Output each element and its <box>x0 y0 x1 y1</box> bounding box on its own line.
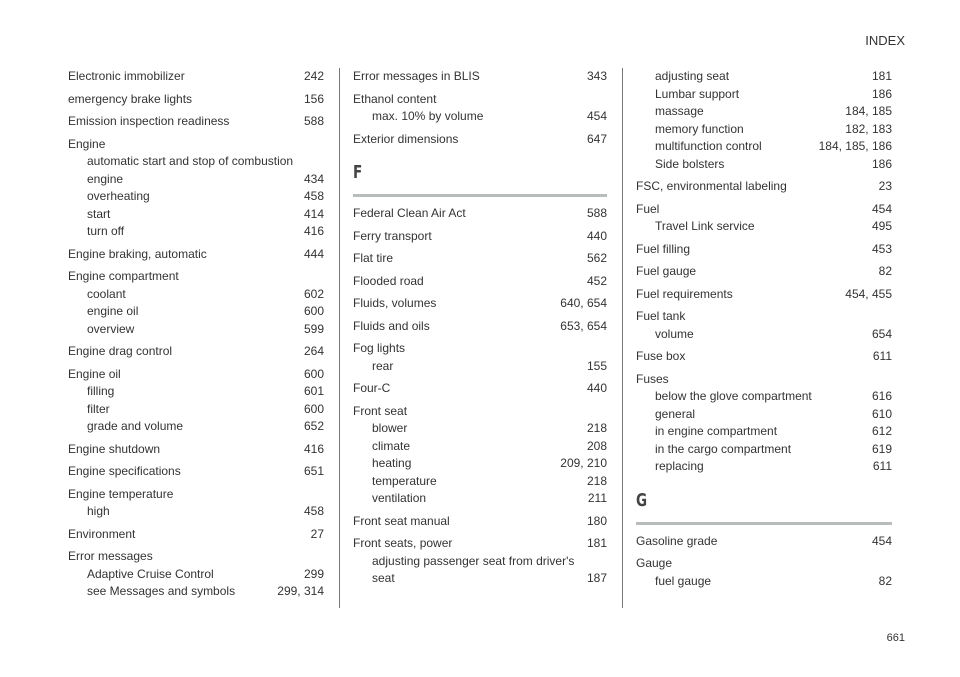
subentry-list <box>636 573 892 591</box>
page-reference[interactable]: 600 <box>303 366 324 381</box>
index-row <box>353 91 607 109</box>
index-entry <box>353 295 607 313</box>
index-row <box>68 548 324 566</box>
page-reference[interactable]: 264 <box>303 344 324 358</box>
index-row <box>636 371 892 389</box>
index-entry <box>68 246 324 264</box>
index-row <box>68 113 324 131</box>
index-entry <box>68 91 324 109</box>
page-reference[interactable]: 180 <box>586 513 607 528</box>
index-row <box>87 383 324 401</box>
index-row <box>372 570 607 588</box>
index-row <box>636 555 892 573</box>
page-reference[interactable]: 242 <box>303 69 324 83</box>
index-row <box>655 138 892 156</box>
page-reference[interactable]: 208 <box>586 438 607 453</box>
index-row <box>68 486 324 504</box>
index-entry <box>353 91 607 126</box>
index-entry <box>636 371 892 476</box>
index-entry <box>68 268 324 338</box>
entry-label: Gauge <box>636 556 673 570</box>
page-reference[interactable]: 440 <box>586 381 607 395</box>
index-row <box>353 535 607 553</box>
index-row <box>353 340 607 358</box>
page-reference[interactable]: 343 <box>586 69 607 83</box>
subentry-label: replacing <box>655 459 704 473</box>
index-row <box>655 573 892 591</box>
subentry-label: automatic start and stop of combustion <box>87 154 294 168</box>
subentry-list <box>353 553 607 588</box>
page-reference[interactable]: 647 <box>586 131 607 146</box>
page-reference[interactable]: 611 <box>872 349 892 363</box>
index-row <box>636 308 892 326</box>
entry-label: Front seat manual <box>353 513 450 528</box>
subentry-label: coolant <box>87 286 126 301</box>
subentry-label: rear <box>372 358 394 373</box>
index-entry <box>68 366 324 436</box>
index-entry <box>636 68 892 173</box>
page-reference[interactable]: 562 <box>586 251 607 265</box>
subentry-label: overheating <box>87 189 150 203</box>
index-row <box>68 68 324 86</box>
index-row <box>353 380 607 398</box>
page-reference[interactable]: 82 <box>878 264 892 278</box>
entry-label: Federal Clean Air Act <box>353 206 466 220</box>
page-reference[interactable]: 453 <box>871 241 892 256</box>
page-reference[interactable]: 184, 185 <box>845 104 892 118</box>
index-row <box>372 358 607 376</box>
page-reference[interactable]: 416 <box>303 224 324 238</box>
index-row <box>636 348 892 366</box>
subentry-list <box>68 286 324 339</box>
subentry-list <box>636 326 892 344</box>
page-reference[interactable]: 82 <box>878 573 892 588</box>
index-row <box>87 401 324 419</box>
entry-label: Front seats, power <box>353 536 453 550</box>
index-entry <box>68 136 324 241</box>
index-row <box>87 286 324 304</box>
subentry-label: climate <box>372 438 411 453</box>
subentry-label: adjusting passenger seat from driver's <box>372 553 575 568</box>
entry-label: FSC, environmental labeling <box>636 179 787 193</box>
entry-label: Engine specifications <box>68 464 181 478</box>
index-row <box>655 423 892 441</box>
index-column-2 <box>353 68 607 593</box>
index-entry <box>68 463 324 481</box>
page-reference[interactable]: 640, 654 <box>560 296 607 310</box>
index-entry <box>68 486 324 521</box>
subentry-list <box>636 388 892 476</box>
entry-label: Environment <box>68 526 136 541</box>
subentry-label: fuel gauge <box>655 573 712 588</box>
entry-label: Engine temperature <box>68 486 174 501</box>
subentry-list <box>636 68 892 173</box>
index-row <box>353 228 607 246</box>
index-row <box>68 366 324 384</box>
index-row <box>655 86 892 104</box>
entry-label: Fuel requirements <box>636 286 733 301</box>
index-row <box>68 268 324 286</box>
page-reference[interactable]: 218 <box>586 473 607 488</box>
index-row <box>68 343 324 361</box>
subentry-label: grade and volume <box>87 419 184 433</box>
index-entry <box>636 555 892 590</box>
index-row <box>87 418 324 436</box>
page-reference[interactable]: 616 <box>871 389 892 403</box>
page-reference[interactable]: 156 <box>303 91 324 106</box>
page-reference[interactable]: 414 <box>303 206 324 221</box>
subentry-label: blower <box>372 421 408 435</box>
index-row <box>353 295 607 313</box>
index-entry <box>68 526 324 544</box>
column-divider <box>339 68 340 608</box>
page-reference[interactable]: 454, 455 <box>845 286 892 301</box>
index-row <box>636 286 892 304</box>
index-row <box>353 318 607 336</box>
page-reference[interactable]: 611 <box>872 459 892 473</box>
subentry-label: adjusting seat <box>655 69 730 83</box>
page-reference[interactable]: 187 <box>586 571 607 585</box>
index-entry <box>353 250 607 268</box>
index-row <box>372 420 607 438</box>
index-entry <box>353 273 607 291</box>
index-header-title: INDEX <box>865 33 905 48</box>
index-entry <box>636 263 892 281</box>
entry-label: Engine <box>68 136 106 151</box>
index-entry <box>636 308 892 343</box>
index-row <box>636 241 892 259</box>
page-reference[interactable]: 612 <box>871 424 892 438</box>
page-reference[interactable]: 458 <box>303 189 324 203</box>
subentry-label: general <box>655 406 696 421</box>
entry-label: Fuel <box>636 201 660 216</box>
page-reference[interactable]: 209, 210 <box>560 456 607 470</box>
index-entry <box>68 548 324 601</box>
page-reference[interactable]: 299, 314 <box>277 584 324 598</box>
subentry-label: max. 10% by volume <box>372 109 484 123</box>
index-entry <box>636 201 892 236</box>
index-row <box>353 403 607 421</box>
index-row <box>655 156 892 174</box>
entry-label: Electronic immobilizer <box>68 69 185 83</box>
subentry-label: Side bolsters <box>655 156 725 171</box>
entry-label: Flat tire <box>353 251 394 265</box>
column-divider <box>622 68 623 608</box>
page-reference[interactable]: 211 <box>587 491 607 505</box>
index-row <box>68 463 324 481</box>
index-entry <box>353 380 607 398</box>
subentry-label: Adaptive Cruise Control <box>87 566 214 581</box>
index-row <box>655 103 892 121</box>
page-reference[interactable]: 452 <box>586 273 607 288</box>
index-row <box>353 273 607 291</box>
page-reference[interactable]: 23 <box>878 179 892 193</box>
letter-section-header <box>636 490 892 525</box>
page-reference[interactable]: 434 <box>303 171 324 186</box>
page-reference[interactable]: 454 <box>871 533 892 548</box>
entry-label: Fog lights <box>353 341 406 355</box>
subentry-list <box>68 153 324 241</box>
entry-label: Engine compartment <box>68 269 179 283</box>
index-entry <box>68 343 324 361</box>
entry-label: Fuel filling <box>636 241 691 256</box>
index-row <box>353 513 607 531</box>
index-entry <box>636 286 892 304</box>
page-reference[interactable]: 444 <box>303 246 324 261</box>
subentry-list <box>68 383 324 436</box>
index-column-1 <box>68 68 324 606</box>
subentry-list <box>353 108 607 126</box>
page-reference[interactable]: 181 <box>586 536 607 550</box>
entry-label: Engine shutdown <box>68 441 161 456</box>
entry-label: Ferry transport <box>353 228 432 243</box>
index-entry <box>353 535 607 588</box>
subentry-label: engine <box>87 171 124 186</box>
section-rule <box>636 522 892 525</box>
subentry-label: start <box>87 206 111 221</box>
section-letter: G <box>636 489 648 511</box>
index-entry <box>636 178 892 196</box>
index-row <box>68 441 324 459</box>
index-entry <box>636 241 892 259</box>
index-row <box>655 326 892 344</box>
section-rule <box>353 194 607 197</box>
index-row <box>87 153 324 171</box>
index-row <box>87 503 324 521</box>
page-reference[interactable]: 181 <box>871 69 892 83</box>
entry-label: Engine drag control <box>68 344 173 358</box>
index-row <box>655 218 892 236</box>
index-row <box>372 553 607 571</box>
page-reference[interactable]: 599 <box>303 321 324 336</box>
subentry-label: filling <box>87 384 115 398</box>
index-row <box>353 250 607 268</box>
page-reference[interactable]: 186 <box>871 156 892 171</box>
entry-label: Front seat <box>353 403 408 418</box>
page-reference[interactable]: 184, 185, 186 <box>818 139 892 153</box>
page-reference[interactable]: 651 <box>303 464 324 478</box>
page-reference[interactable]: 601 <box>303 384 324 398</box>
index-row <box>87 321 324 339</box>
page-reference[interactable]: 652 <box>303 419 324 433</box>
index-row <box>372 455 607 473</box>
entry-label: Engine braking, automatic <box>68 246 207 261</box>
subentry-label: multifunction control <box>655 139 762 153</box>
page-reference[interactable]: 416 <box>303 441 324 456</box>
index-row <box>87 188 324 206</box>
index-entry <box>353 205 607 223</box>
page-reference[interactable]: 27 <box>310 526 324 541</box>
subentry-label: temperature <box>372 473 437 488</box>
page-reference[interactable]: 454 <box>871 201 892 216</box>
index-row <box>655 388 892 406</box>
entry-label: Engine oil <box>68 366 121 381</box>
page-reference[interactable]: 454 <box>586 109 607 123</box>
index-row <box>372 438 607 456</box>
section-letter: F <box>353 162 363 183</box>
subentry-label: massage <box>655 104 704 118</box>
subentry-list <box>68 566 324 601</box>
entry-label: Gasoline grade <box>636 533 718 548</box>
entry-label: Error messages <box>68 549 153 563</box>
index-row <box>372 473 607 491</box>
index-entry <box>68 441 324 459</box>
page-number: 661 <box>886 632 905 644</box>
index-row <box>636 263 892 281</box>
letter-section-header <box>353 162 607 197</box>
entry-label: Exterior dimensions <box>353 131 459 146</box>
subentry-list <box>353 420 607 508</box>
index-row <box>372 490 607 508</box>
index-entry <box>353 228 607 246</box>
index-row <box>87 171 324 189</box>
page-reference[interactable]: 600 <box>303 304 324 318</box>
subentry-label: high <box>87 504 110 518</box>
entry-label: emergency brake lights <box>68 91 193 106</box>
index-row <box>655 441 892 459</box>
index-entry <box>353 513 607 531</box>
subentry-label: Lumbar support <box>655 86 740 101</box>
subentry-label: memory function <box>655 121 744 136</box>
subentry-list <box>68 503 324 521</box>
page-reference[interactable]: 600 <box>303 401 324 416</box>
page-reference[interactable]: 182, 183 <box>845 121 892 136</box>
index-row <box>655 406 892 424</box>
subentry-list <box>353 358 607 376</box>
subentry-label: in the cargo compartment <box>655 441 792 456</box>
index-row <box>87 566 324 584</box>
entry-label: Fuses <box>636 371 669 386</box>
index-entry <box>353 340 607 375</box>
index-row <box>353 131 607 149</box>
page-reference[interactable]: 458 <box>303 504 324 518</box>
index-row <box>353 68 607 86</box>
page-reference[interactable]: 654 <box>871 326 892 341</box>
index-row <box>87 583 324 601</box>
entry-label: Fuel tank <box>636 309 686 323</box>
index-row <box>655 121 892 139</box>
index-row <box>636 533 892 551</box>
index-row <box>655 68 892 86</box>
page-reference[interactable]: 588 <box>303 114 324 128</box>
page-reference[interactable]: 602 <box>303 286 324 301</box>
page-reference[interactable]: 610 <box>871 406 892 421</box>
subentry-label: heating <box>372 456 412 470</box>
index-entry <box>636 533 892 551</box>
index-entry <box>353 403 607 508</box>
entry-label: Flooded road <box>353 273 424 288</box>
index-row <box>353 205 607 223</box>
page-reference[interactable]: 619 <box>871 441 892 456</box>
index-row <box>655 458 892 476</box>
page-reference[interactable]: 440 <box>586 228 607 243</box>
page-reference[interactable]: 653, 654 <box>560 318 607 333</box>
subentry-label: ventilation <box>372 491 427 505</box>
index-row <box>372 108 607 126</box>
subentry-label: in engine compartment <box>655 424 778 438</box>
index-row <box>87 303 324 321</box>
subentry-label: seat <box>372 571 395 585</box>
page-reference[interactable]: 155 <box>586 358 607 373</box>
index-entry <box>353 318 607 336</box>
index-row <box>87 206 324 224</box>
entry-label: Ethanol content <box>353 91 437 106</box>
entry-label: Four-C <box>353 381 391 395</box>
index-entry <box>353 131 607 149</box>
entry-label: Emission inspection readiness <box>68 114 230 128</box>
index-column-3 <box>636 68 892 595</box>
subentry-label: below the glove compartment <box>655 389 812 403</box>
index-row <box>68 526 324 544</box>
subentry-label: see Messages and symbols <box>87 584 236 598</box>
index-entry <box>68 68 324 86</box>
entry-label: Error messages in BLIS <box>353 69 480 83</box>
entry-label: Fluids, volumes <box>353 296 437 310</box>
subentry-list <box>636 218 892 236</box>
index-row <box>68 246 324 264</box>
entry-label: Fluids and oils <box>353 318 430 333</box>
index-entry <box>353 68 607 86</box>
page-reference[interactable]: 588 <box>586 206 607 220</box>
entry-label: Fuel gauge <box>636 264 697 278</box>
index-row <box>87 223 324 241</box>
subentry-label: overview <box>87 321 135 336</box>
subentry-label: volume <box>655 326 694 341</box>
page-reference[interactable]: 495 <box>871 219 892 233</box>
subentry-label: filter <box>87 401 110 416</box>
page-reference[interactable]: 186 <box>871 86 892 101</box>
index-entry <box>68 113 324 131</box>
index-row <box>68 136 324 154</box>
page-reference[interactable]: 218 <box>586 421 607 435</box>
entry-label: Fuse box <box>636 349 686 363</box>
subentry-label: turn off <box>87 224 125 238</box>
page-reference[interactable]: 299 <box>303 566 324 581</box>
index-entry <box>636 348 892 366</box>
subentry-label: engine oil <box>87 304 139 318</box>
index-row <box>636 178 892 196</box>
subentry-label: Travel Link service <box>655 219 755 233</box>
index-row <box>68 91 324 109</box>
index-row <box>636 201 892 219</box>
